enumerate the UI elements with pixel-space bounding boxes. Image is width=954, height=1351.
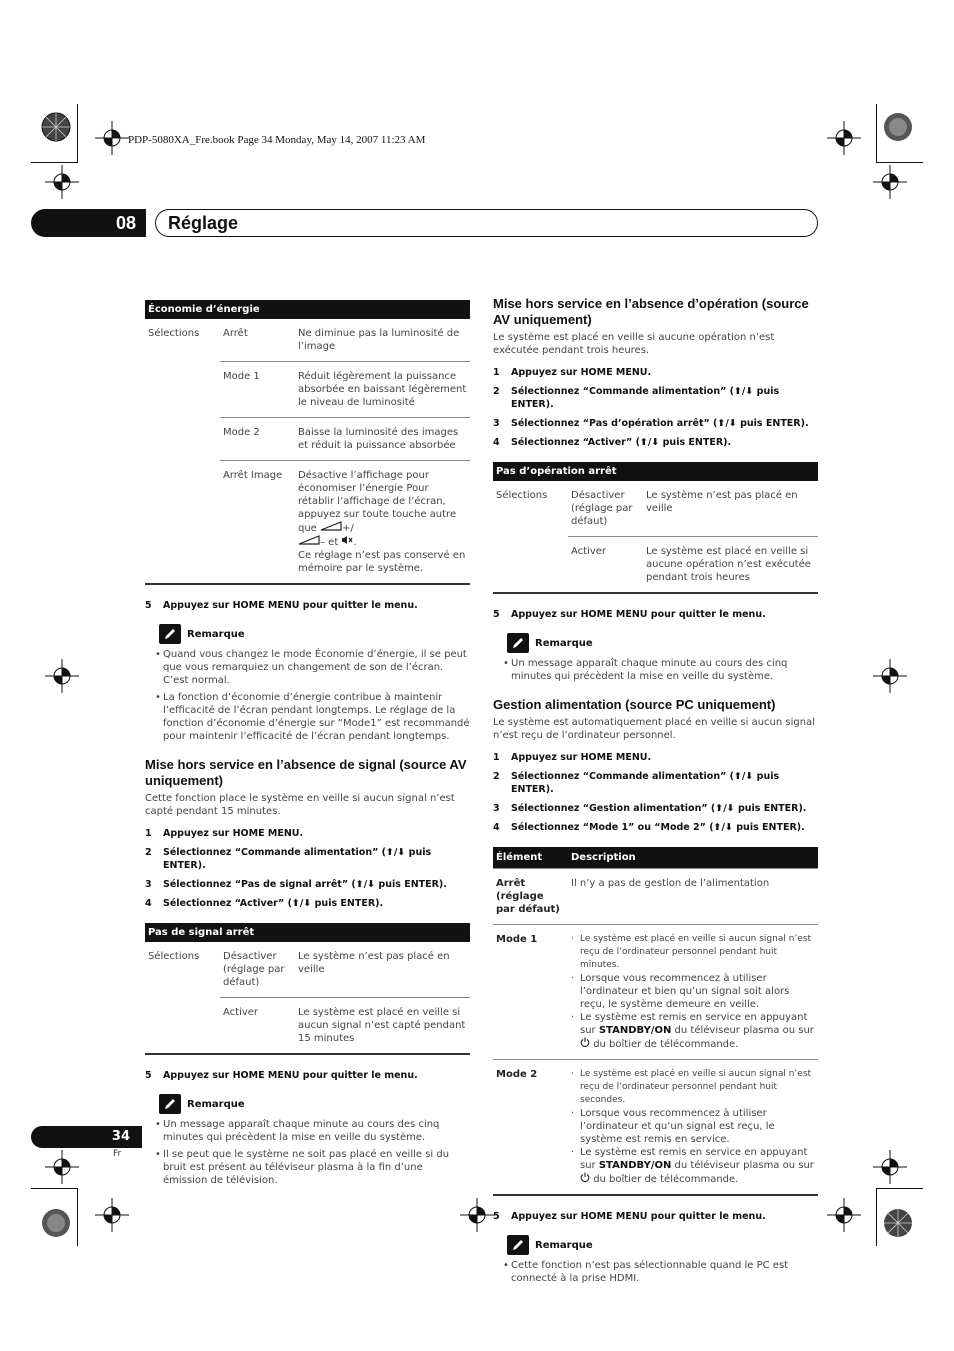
crop-line [876,1188,923,1189]
registration-mark-bottom-right [878,1203,918,1243]
table-cell: Sélections [148,328,200,339]
crosshair-mark-top-right [827,121,861,155]
note-list [503,1259,818,1285]
table-header: Pas de signal arrêt [145,923,470,942]
table-cell: Arrêt Image [220,461,295,585]
crop-line [876,104,877,162]
step-item: 2 Sélectionnez “Commande alimentation” (⬆/⬇ puis ENTER). [493,386,780,410]
table-cell: Mode 2 [493,1060,568,1196]
pencil-note-icon [507,1235,529,1255]
table-cell: Le système est placé en veille si aucun signal n’est capté pendant 15 minutes [295,998,470,1055]
table-row [145,418,470,461]
note-label: Remarque [187,628,245,640]
note-label: Remarque [187,1098,245,1110]
crosshair-mark-lower-right [873,1150,907,1184]
crop-line [876,1188,877,1246]
crosshair-mark-lower-left [45,1150,79,1184]
section-lead: Cette fonction place le système en veille si aucun signal n’est capté pendant 15 minutes. [145,793,455,817]
crosshair-mark-upper-left [45,165,79,199]
section-title: Mise hors service en l’absence d’opération (source AV uniquement) [493,296,809,327]
step-list [145,824,470,913]
note-label: Remarque [535,637,593,649]
power-icon [580,1037,590,1047]
table-row [145,998,470,1055]
step-item: 3 Sélectionnez “Gestion alimentation” (⬆/⬇ puis ENTER). [493,803,807,814]
cell-text: +/ [342,523,354,534]
note-item: • Il se peut que le système ne soit pas placé en veille si du bruit est présent au téléviseur plasma à la fin d’une émission de télévision. [155,1148,470,1187]
cell-text: . [353,537,357,548]
eco-energy-table [145,300,470,585]
registration-mark-top-right [878,107,918,147]
table-row [145,461,470,585]
table-header: Pas d’opération arrêt [493,462,818,481]
note-item: • Cette fonction n’est pas sélectionnable quand le PC est connecté à la prise HDMI. [503,1259,818,1285]
pencil-note-icon [159,1094,181,1114]
table-row [493,1060,818,1196]
step-item: 4 Sélectionnez “Activer” (⬆/⬇ puis ENTER). [493,437,732,448]
table-cell: Activer [568,537,643,594]
table-row [145,362,470,418]
table-cell: Mode 1 [220,362,295,418]
table-cell: Le système est placé en veille si aucune opération n’est exécutée pendant trois heures [643,537,818,594]
print-header: PDP-5080XA_Fre.book Page 34 Monday, May 14, 2007 11:23 AM [128,134,426,146]
list-item: · Le système est placé en veille si aucun signal n’est reçu de l’ordinateur personnel pendant huit minutes. [571,933,815,972]
note-list [155,648,470,743]
table-cell: Réduit légèrement la puissance absorbée en baissant légèrement le niveau de luminosité [295,362,470,418]
chapter-number: 08 [31,209,146,237]
right-column [493,296,818,1289]
cell-text: Désactive l’affichage pour économiser l’énergie Pour rétablir l’affichage de l’écran, appuyez sur toute touche autre que [298,470,457,534]
note-list [503,657,818,683]
step-item: 5 Appuyez sur HOME MENU pour quitter le menu. [493,609,766,620]
pencil-note-icon [507,633,529,653]
list-item: · Lorsque vous recommencez à utiliser l’ordinateur et qu’un signal est reçu, le système est remis en service. [571,1107,815,1146]
table-cell: Arrêt (réglage par défaut) [493,869,568,925]
step-list [493,748,818,837]
registration-mark-top-left [36,107,76,147]
note-item: • Un message apparaît chaque minute au cours des cinq minutes qui précèdent la mise en veille du système. [503,657,818,683]
step-item: 4 Sélectionnez “Mode 1” ou “Mode 2” (⬆/⬇ puis ENTER). [493,822,805,833]
list-item: · Le système est remis en service en appuyant sur STANDBY/ON du téléviseur plasma ou sur du boîtier de télécommande. [571,1146,815,1186]
crop-line [876,162,923,163]
table-cell: Arrêt [223,328,248,339]
step-item: 5 Appuyez sur HOME MENU pour quitter le menu. [145,1070,418,1081]
step-item: 4 Sélectionnez “Activer” (⬆/⬇ puis ENTER). [145,898,384,909]
volume-icon [298,535,320,545]
section-title: Mise hors service en l’absence de signal (source AV uniquement) [145,757,467,788]
crosshair-mark-mid-left [45,659,79,693]
table-cell: Sélections [496,490,548,501]
cell-text: Ce réglage n’est pas conservé en mémoire par le système. [298,550,466,574]
step-item: 3 Sélectionnez “Pas d’opération arrêt” (⬆/⬇ puis ENTER). [493,418,809,429]
crop-line [31,162,78,163]
table-cell: Ne diminue pas la luminosité de l’image [298,328,460,352]
table-cell: Baisse la luminosité des images et réduit la puissance absorbée [295,418,470,461]
table-row [493,925,818,1060]
table-cell: Désactiver (réglage par défaut) [571,490,633,527]
crosshair-mark-upper-right [873,165,907,199]
crosshair-mark-mid-right [873,659,907,693]
step-item: 5 Appuyez sur HOME MENU pour quitter le menu. [145,600,418,611]
table-cell: Désactiver (réglage par défaut) [223,951,285,988]
table-cell [568,925,818,1060]
table-row [493,481,818,537]
step-item: 1 Appuyez sur HOME MENU. [145,828,304,839]
no-signal-table [145,923,470,1055]
section-lead: Le système est placé en veille si aucune opération n’est exécutée pendant trois heures. [493,332,775,356]
note-header [159,624,470,644]
step-item: 2 Sélectionnez “Commande alimentation” (⬆/⬇ puis ENTER). [493,771,780,795]
step-item: 1 Appuyez sur HOME MENU. [493,752,652,763]
table-row [145,319,470,362]
crop-line [77,1188,78,1246]
table-cell: Le système n’est pas placé en veille [646,490,798,514]
table-row [493,537,818,594]
table-cell [568,1060,818,1196]
table-header: Élément [493,847,568,869]
table-row [493,869,818,925]
page-number: 34 [31,1126,142,1148]
crosshair-mark-top-left [95,121,129,155]
registration-mark-bottom-left [36,1203,76,1243]
step-item: 3 Sélectionnez “Pas de signal arrêt” (⬆/⬇ puis ENTER). [145,879,447,890]
crosshair-mark-bottom-right [827,1198,861,1232]
power-icon [580,1172,590,1182]
no-operation-table [493,462,818,594]
list-item: · Lorsque vous recommencez à utiliser l’ordinateur et bien qu’un signal soit alors reçu, le système demeure en veille. [571,972,815,1011]
list-item: · Le système est remis en service en appuyant sur STANDBY/ON du téléviseur plasma ou sur du boîtier de télécommande. [571,1011,815,1051]
chapter-title: Réglage [155,209,818,237]
note-item: • Quand vous changez le mode Économie d’énergie, il se peut que vous remarquiez un changement de son de l’écran. C’est normal. [155,648,470,687]
step-item: 2 Sélectionnez “Commande alimentation” (⬆/⬇ puis ENTER). [145,847,432,871]
left-column [145,300,470,1191]
language-code: Fr [113,1149,122,1159]
cell-text: – et [320,537,339,548]
crosshair-mark-bottom-center [460,1198,494,1232]
table-cell: Il n’y a pas de gestion de l’alimentation [568,869,818,925]
table-cell [295,461,470,585]
table-header: Description [568,847,818,869]
section-lead: Le système est automatiquement placé en veille si aucun signal n’est reçu de l’ordinateur personnel. [493,717,815,741]
note-label: Remarque [535,1239,593,1251]
table-cell: Sélections [148,951,200,962]
step-item: 5 Appuyez sur HOME MENU pour quitter le menu. [493,1211,766,1222]
note-list [155,1118,470,1187]
note-header [507,633,818,653]
table-cell: Mode 2 [220,418,295,461]
note-header [507,1235,818,1255]
table-cell: Activer [220,998,295,1055]
section-title: Gestion alimentation (source PC uniquement) [493,697,776,712]
note-item: • La fonction d’économie d’énergie contribue à maintenir l’efficacité de l’écran pendant longtemps. Le réglage de la fonction d’économie d’énergie sur “Mode1” est recommandé pour maintenir l’efficacité de l’écran pendant longtemps. [155,691,470,743]
mute-icon [341,535,353,545]
volume-icon [320,521,342,531]
step-list [493,363,818,452]
crop-line [77,104,78,162]
table-header: Économie d’énergie [145,300,470,319]
table-row [145,942,470,998]
table-cell: Le système n’est pas placé en veille [298,951,450,975]
pencil-note-icon [159,624,181,644]
crop-line [31,1188,78,1189]
note-header [159,1094,470,1114]
note-item: • Un message apparaît chaque minute au cours des cinq minutes qui précèdent la mise en veille du système. [155,1118,470,1144]
list-item: · Le système est placé en veille si aucun signal n’est reçu de l’ordinateur personnel pendant huit secondes. [571,1068,815,1107]
power-management-table [493,847,818,1196]
step-item: 1 Appuyez sur HOME MENU. [493,367,652,378]
crosshair-mark-bottom-left [95,1198,129,1232]
table-cell: Mode 1 [493,925,568,1060]
